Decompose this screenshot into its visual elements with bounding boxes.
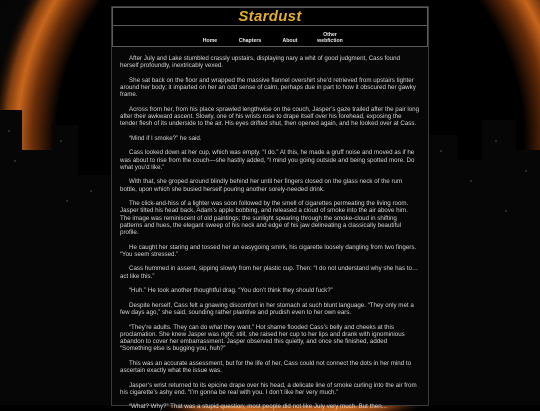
nav-home[interactable]: Home [202,38,218,44]
story-paragraph: With that, she groped around blindly behind her until her fingers closed on the glass neck of the rum bottle, upon which she busied herself pouring another sorely-needed drink. [120,178,403,193]
story-paragraph: This was an accurate assessment, but for the life of her, Cass could not connect the dots in her mind to ascertain exactly what the issue was. [120,359,412,374]
story-paragraph: “Mind if I smoke?” he said. [129,134,202,142]
story-paragraph: Despite herself, Cass felt a gnawing discomfort in her stomach at such blunt language. “They only met a few days ago,” she said, sounding rather plaintive and prudish even to her own ears. [120,301,414,316]
site-title[interactable]: Stardust [238,8,302,25]
story-paragraph: Across from her, from his place sprawled lengthwise on the couch, Jasper’s gaze trailed after the pair long after their awkward ascent. Slowly, one of his wrists rose to drape itself over his forehead, exposing the tender flesh of its underside to the air. His eyes drifted shut, then opened again, and he looked over at Cass. [120,105,420,128]
story-paragraph: After July and Lake stumbled crassly upstairs, displaying nary a whit of good judgment, Cass found herself profoundly, inextricably vexed. [120,55,401,70]
nav-chapters[interactable]: Chapters [238,38,262,44]
nav-about[interactable]: About [282,38,298,44]
story-paragraph: “What? Why?” That was a stupid question; most people did not like July very much. But then... [129,403,387,411]
story-paragraph: “They’re adults. They can do what they want.” Hot shame flooded Cass’s belly and cheeks at this proclamation. She knew Jasper was right; still, she raised her cup to her lips and drank with ignominious abandon to cover her embarrassment. Jasper observed this quietly, and once she finished, added “Something else is bugging you, huh?” [120,323,405,353]
nav-other-webfiction[interactable]: Other webfiction [317,32,343,44]
story-paragraph: Jasper’s wrist returned to its epicine drape over his head, a delicate line of smoke curling into the air from his cigarette’s ashy end. “I’m gonna be real with you. I don’t like her very much.” [120,381,417,396]
story-paragraph: The click-and-hiss of a lighter was soon followed by the smell of cigarettes permeating the living room. Jasper tilted his head back, Adam’s apple bobbing, and released a cloud of smoke into the air above him. The image was reminiscent of old paintings; the sunlight spearing through the smoke-cloud in shifting patterns and hues, the elegant sweep of his neck and edge of his jaw delineating a classically beautiful profile. [120,200,409,236]
story-paragraph: She sat back on the floor and wrapped the massive flannel overshirt she’d retrieved from upstairs tighter around her body; it imparted on her an odd sense of calm, perhaps due in part to how it obscured her gawky frame. [120,76,416,99]
story-paragraph: Cass looked down at her cup, which was empty. “I do.” At this, he made a gruff noise and moved as if he was about to rise from the couch—she hastily added, “I mind you going outside and being spotted more. Do what you’d like.” [120,149,415,171]
site-header [112,7,428,25]
chapter-text [112,47,428,411]
main-nav [112,25,428,47]
story-paragraph: Cass hummed in assent, sipping slowly from her plastic cup. Then: “I do not understand why she has to… act like this.” [120,265,419,280]
story-paragraph: He caught her staring and tossed her an easygoing smirk, his cigarette loosely dangling from two fingers. “You seem stressed.” [120,243,417,258]
story-paragraph: “Huh.” He took another thoughtful drag. “You don’t think they should fuck?” [129,287,333,295]
site-container [112,7,428,411]
